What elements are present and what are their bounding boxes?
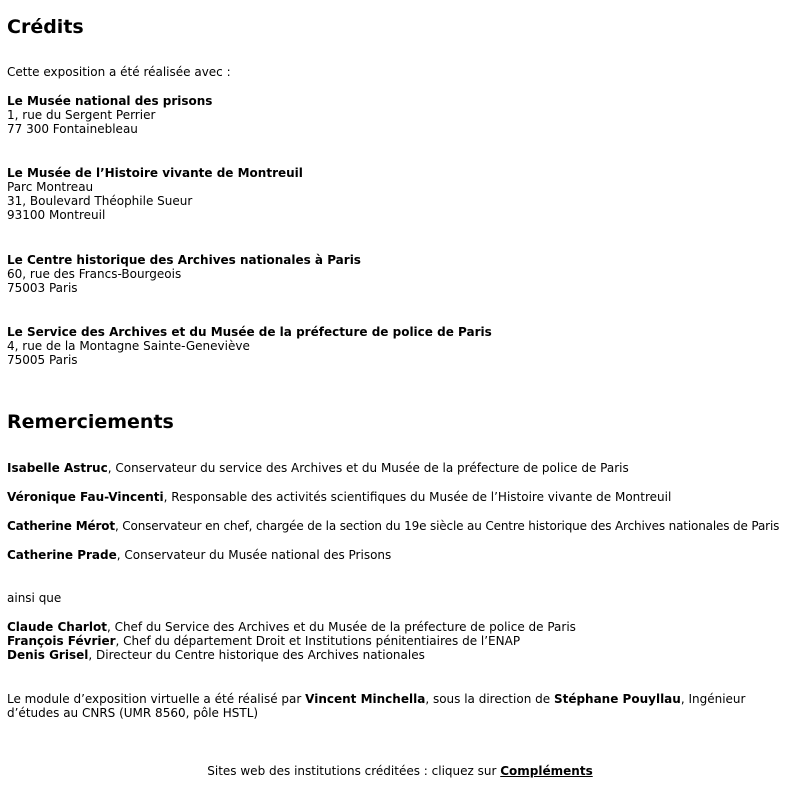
institution-name: Le Centre historique des Archives nationales à Paris xyxy=(7,253,361,267)
address-line: 31, Boulevard Théophile Sueur xyxy=(7,194,193,208)
address-line: 75005 Paris xyxy=(7,353,78,367)
person-role: , Conservateur en chef, chargée de la section du 19e siècle au Centre historique des Archives nationales de Paris xyxy=(114,519,780,533)
address-line: 75003 Paris xyxy=(7,281,78,295)
address-line: 93100 Montreuil xyxy=(7,208,106,222)
complements-link[interactable]: Compléments xyxy=(500,764,593,778)
credits-intro: Cette exposition a été réalisée avec : xyxy=(7,65,231,79)
credits-title: Crédits xyxy=(7,16,84,38)
author-name: Vincent Minchella xyxy=(305,692,426,706)
address-line: Parc Montreau xyxy=(7,180,94,194)
person-name: Isabelle Astruc xyxy=(7,461,108,475)
person-name: Claude Charlot xyxy=(7,620,107,634)
institution-name: Le Service des Archives et du Musée de la préfecture de police de Paris xyxy=(7,325,492,339)
module-text: , sous la direction de xyxy=(425,692,554,706)
person-name: Catherine Mérot xyxy=(7,519,115,533)
thanks-person xyxy=(7,519,798,533)
institution-name: Le Musée de l’Histoire vivante de Montreuil xyxy=(7,166,303,180)
person-name: Catherine Prade xyxy=(7,548,117,562)
institution-block xyxy=(7,166,798,222)
person-role: , Conservateur du service des Archives et du Musée de la préfecture de police de Paris xyxy=(107,461,629,475)
thanks-person xyxy=(7,490,798,504)
person-role: , Responsable des activités scientifiques du Musée de l’Histoire vivante de Montreuil xyxy=(163,490,672,504)
footer-text: Sites web des institutions créditées : cliquez sur xyxy=(207,764,501,778)
person-role: , Directeur du Centre historique des Archives nationales xyxy=(88,648,425,662)
address-line: 60, rue des Francs-Bourgeois xyxy=(7,267,182,281)
module-text: Le module d’exposition virtuelle a été réalisé par xyxy=(7,692,306,706)
person-role: , Chef du Service des Archives et du Musée de la préfecture de police de Paris xyxy=(106,620,576,634)
module-text: , Ingénieur d’études au CNRS (UMR 8560, pôle HSTL) xyxy=(7,692,746,720)
institution-block xyxy=(7,325,798,367)
address-line: 1, rue du Sergent Perrier xyxy=(7,108,156,122)
thanks-person xyxy=(7,461,798,475)
thanks-title: Remerciements xyxy=(7,411,174,433)
footer xyxy=(0,764,800,778)
director-name: Stéphane Pouyllau xyxy=(553,692,681,706)
person-name: François Février xyxy=(7,634,116,648)
person-role: , Conservateur du Musée national des Prisons xyxy=(116,548,392,562)
institution-block xyxy=(7,253,798,295)
also-label: ainsi que xyxy=(7,591,62,605)
institution-name: Le Musée national des prisons xyxy=(7,94,213,108)
thanks-person xyxy=(7,548,798,562)
others-block xyxy=(7,620,798,662)
address-line: 77 300 Fontainebleau xyxy=(7,122,138,136)
person-name: Denis Grisel xyxy=(7,648,89,662)
person-name: Véronique Fau-Vincenti xyxy=(7,490,164,504)
module-credit xyxy=(7,692,750,720)
address-line: 4, rue de la Montagne Sainte-Geneviève xyxy=(7,339,250,353)
institution-block xyxy=(7,94,798,136)
person-role: , Chef du département Droit et Institutions pénitentiaires de l’ENAP xyxy=(115,634,521,648)
